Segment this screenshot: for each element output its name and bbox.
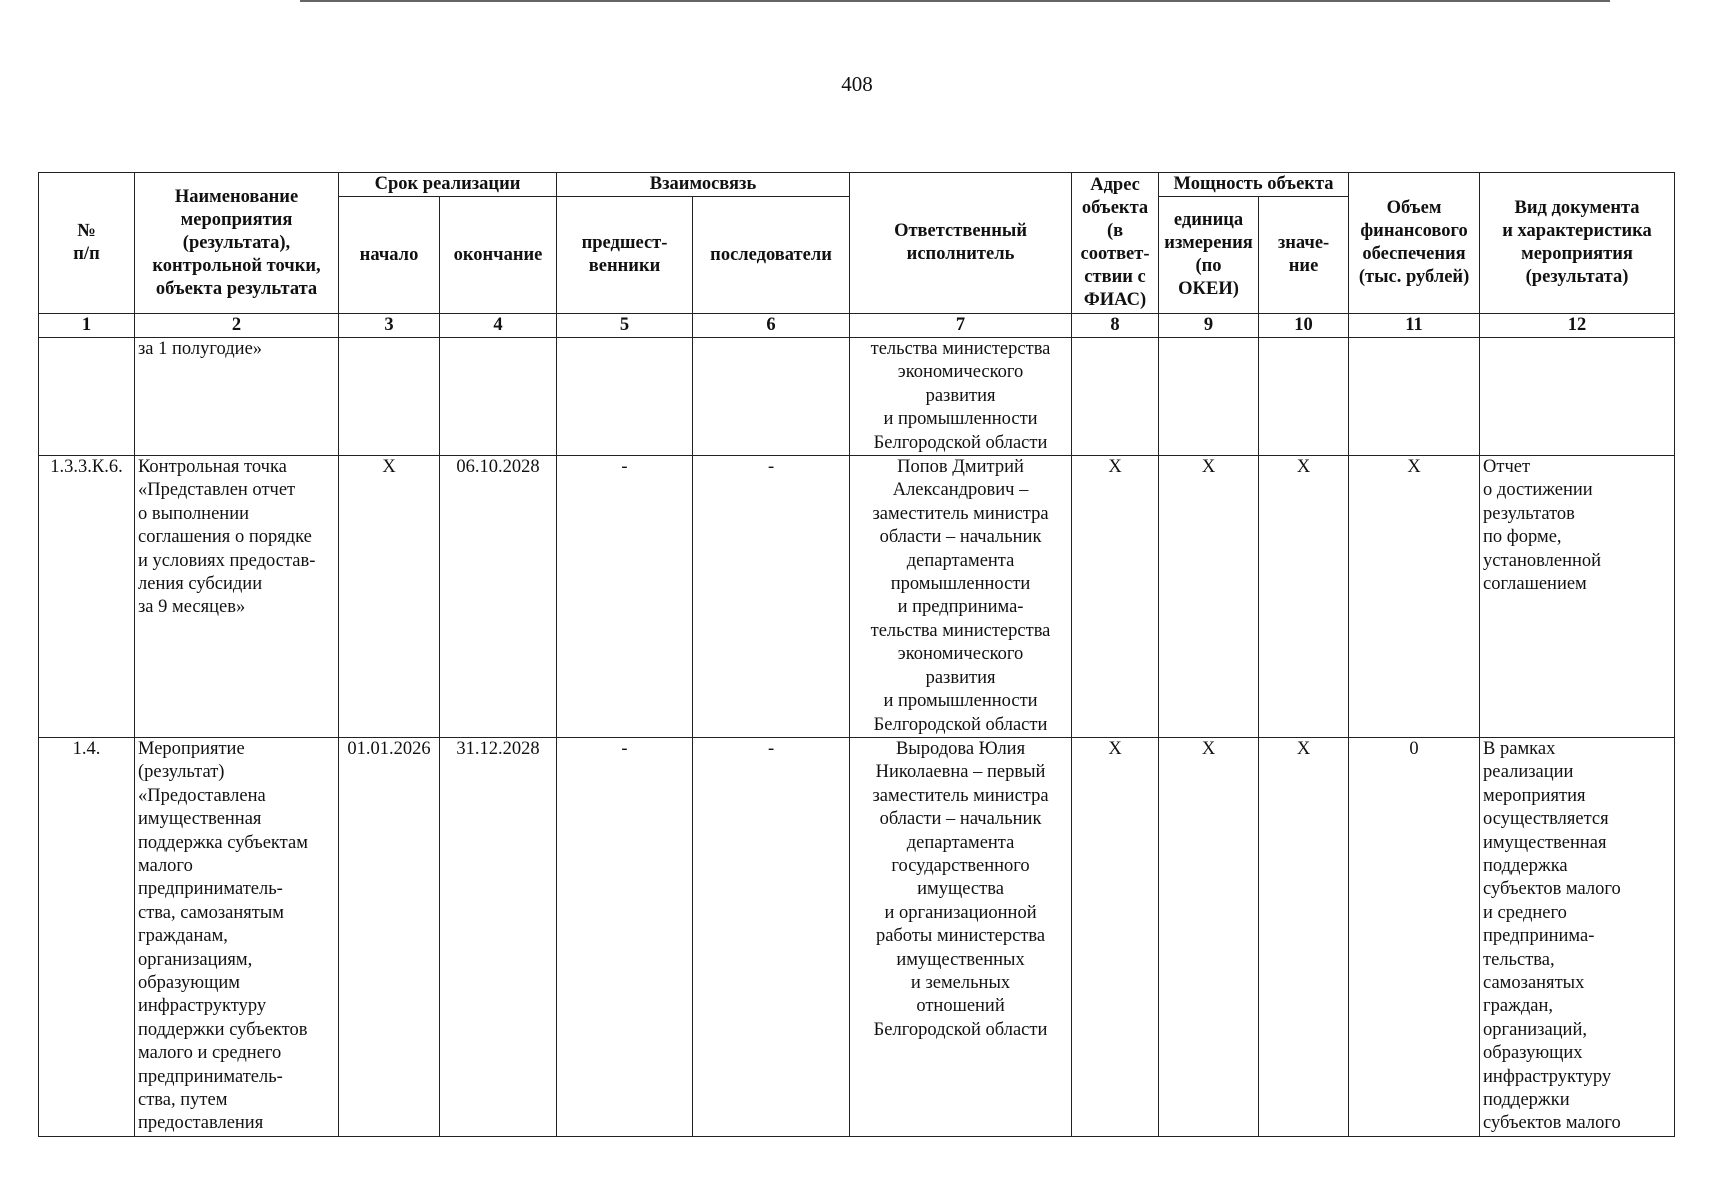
row-name: за 1 полугодие» bbox=[135, 338, 339, 456]
row-start bbox=[339, 338, 440, 456]
row-funding: 0 bbox=[1349, 737, 1480, 1136]
row-start: 01.01.2026 bbox=[339, 737, 440, 1136]
header-link: Взаимосвязь bbox=[557, 173, 850, 197]
row-end: 06.10.2028 bbox=[440, 456, 557, 738]
column-number: 9 bbox=[1159, 314, 1259, 338]
header-responsible: Ответственный исполнитель bbox=[850, 173, 1072, 314]
row-end bbox=[440, 338, 557, 456]
header-start: начало bbox=[339, 197, 440, 314]
header-address: Адрес объекта (в соответ- ствии с ФИАС) bbox=[1072, 173, 1159, 314]
plan-table bbox=[38, 172, 1675, 1137]
row-predecessors: - bbox=[557, 737, 693, 1136]
row-predecessors bbox=[557, 338, 693, 456]
header-document: Вид документа и характеристика мероприятия (результата) bbox=[1480, 173, 1675, 314]
table-row bbox=[39, 456, 1675, 738]
table-row bbox=[39, 737, 1675, 1136]
column-number: 12 bbox=[1480, 314, 1675, 338]
page-number: 408 bbox=[841, 72, 873, 96]
row-number bbox=[39, 338, 135, 456]
row-document bbox=[1480, 338, 1675, 456]
column-number: 4 bbox=[440, 314, 557, 338]
row-responsible: Выродова Юлия Николаевна – первый заместитель министра области – начальник департамента государственного имущества и организационной работы министерства имущественных и земельных отношений Белгородской области bbox=[850, 737, 1072, 1136]
header-capacity: Мощность объекта bbox=[1159, 173, 1349, 197]
row-address bbox=[1072, 338, 1159, 456]
column-number: 5 bbox=[557, 314, 693, 338]
row-responsible: Попов Дмитрий Александрович – заместитель министра области – начальник департамента промышленности и предпринима- тельства министерства экономического развития и промышленности Белгородской области bbox=[850, 456, 1072, 738]
row-address: X bbox=[1072, 737, 1159, 1136]
header-unit: единица измерения (по ОКЕИ) bbox=[1159, 197, 1259, 314]
column-number: 1 bbox=[39, 314, 135, 338]
row-value: X bbox=[1259, 737, 1349, 1136]
column-number: 3 bbox=[339, 314, 440, 338]
row-predecessors: - bbox=[557, 456, 693, 738]
header-period: Срок реализации bbox=[339, 173, 557, 197]
top-edge-rule bbox=[300, 0, 1610, 2]
row-document: В рамках реализации мероприятия осуществляется имущественная поддержка субъектов малого и среднего предпринима- тельства, самозанятых граждан, организаций, образующих инфраструктуру поддержки субъектов малого bbox=[1480, 737, 1675, 1136]
column-number: 10 bbox=[1259, 314, 1349, 338]
header-predecessors: предшест- венники bbox=[557, 197, 693, 314]
row-name: Мероприятие (результат) «Предоставлена имущественная поддержка субъектам малого предприниматель- ства, самозанятым гражданам, организациям, образующим инфраструктуру поддержки субъектов малого и среднего предприниматель- ства, путем предоставления bbox=[135, 737, 339, 1136]
table-row bbox=[39, 338, 1675, 456]
row-unit: X bbox=[1159, 456, 1259, 738]
header-number: № п/п bbox=[39, 173, 135, 314]
row-address: X bbox=[1072, 456, 1159, 738]
header-funding: Объем финансового обеспечения (тыс. рублей) bbox=[1349, 173, 1480, 314]
header-name: Наименование мероприятия (результата), контрольной точки, объекта результата bbox=[135, 173, 339, 314]
row-successors bbox=[693, 338, 850, 456]
column-numbers-row bbox=[39, 314, 1675, 338]
column-number: 11 bbox=[1349, 314, 1480, 338]
row-number: 1.4. bbox=[39, 737, 135, 1136]
column-number: 2 bbox=[135, 314, 339, 338]
row-number: 1.3.3.К.6. bbox=[39, 456, 135, 738]
row-start: X bbox=[339, 456, 440, 738]
row-unit bbox=[1159, 338, 1259, 456]
header-value: значе- ние bbox=[1259, 197, 1349, 314]
column-number: 8 bbox=[1072, 314, 1159, 338]
row-unit: X bbox=[1159, 737, 1259, 1136]
row-name: Контрольная точка «Представлен отчет о выполнении соглашения о порядке и условиях предостав- ления субсидии за 9 месяцев» bbox=[135, 456, 339, 738]
row-funding bbox=[1349, 338, 1480, 456]
row-funding: X bbox=[1349, 456, 1480, 738]
row-value bbox=[1259, 338, 1349, 456]
header-successors: последователи bbox=[693, 197, 850, 314]
row-successors: - bbox=[693, 456, 850, 738]
column-number: 7 bbox=[850, 314, 1072, 338]
row-document: Отчет о достижении результатов по форме, установленной соглашением bbox=[1480, 456, 1675, 738]
row-successors: - bbox=[693, 737, 850, 1136]
header-end: окончание bbox=[440, 197, 557, 314]
row-responsible: тельства министерства экономического развития и промышленности Белгородской области bbox=[850, 338, 1072, 456]
row-value: X bbox=[1259, 456, 1349, 738]
column-number: 6 bbox=[693, 314, 850, 338]
row-end: 31.12.2028 bbox=[440, 737, 557, 1136]
